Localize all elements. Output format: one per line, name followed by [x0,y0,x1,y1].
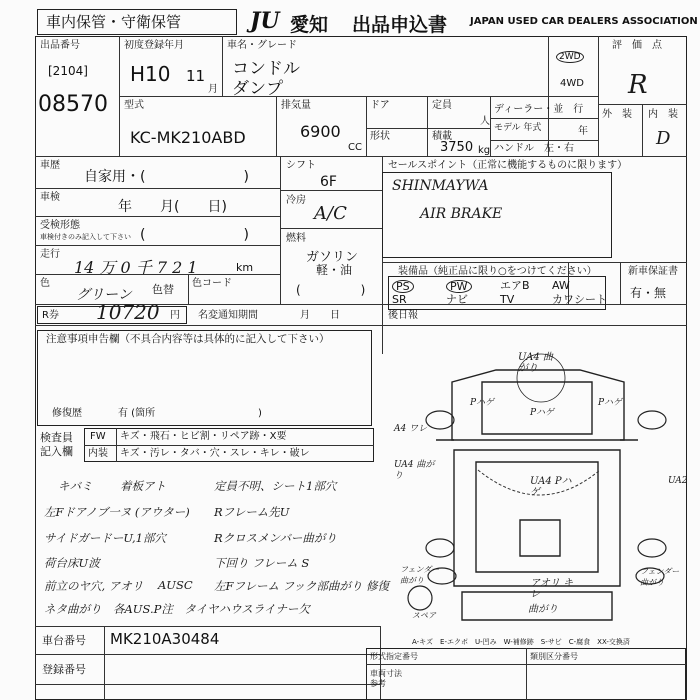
repair-close: ) [258,408,262,419]
storage-note: 車内保管・守衛保管 [46,13,182,31]
registration-year: H10 [130,62,171,86]
inspector-note: キバミ [58,479,93,493]
fuel-label: 燃料 [286,233,306,244]
first-registration-label: 初度登録年月 [124,40,184,51]
sales-point-label: セールスポイント（正常に機能するものに限ります） [388,160,628,171]
receive-note: 車検付きのみ記入して下さい [40,233,131,241]
receive-value: ( ) [140,227,249,243]
ac-label: 冷房 [286,195,306,206]
equipment-item: PS [392,280,414,293]
fuel-alt: 軽・油 [316,263,353,277]
repair-value: 有 (箇所 [118,408,156,419]
inspection-label: 車検 [40,192,60,203]
equipment-item: PW [446,280,472,293]
diagram-label-front-top: UA4 曲がり [518,352,553,374]
inspector-note: ネタ曲がり 各AUS.P注 タイヤハウスライナー欠 [44,602,310,616]
damage-legend: A-キズ E-エクボ U-凹み W-補修跡 S-サビ C-腐食 XX-交換済 [412,638,630,646]
inspector-note: 荷台床U波 [44,556,100,570]
color-change: 色替 [152,283,174,296]
registration-month: 11 [186,67,206,85]
registration-label: 登録番号 [42,663,86,676]
shift-value: 6F [320,174,337,190]
diagram-label-bed-main: UA4 Pハゲ [530,476,572,498]
form-title: 出品申込書 [352,14,448,36]
diagram-label-right-side: UA2 [668,476,688,486]
history-label: 車歴 [40,160,60,171]
displacement-label: 排気量 [281,100,311,111]
inspector-note: 定員不明、シート1部穴 [214,479,337,493]
equipment-item: AW [552,279,570,292]
interior-grade: D [656,128,671,149]
diagram-label-cab-center: Pハゲ [530,408,555,418]
load-value: 3750 [440,140,474,155]
dimensions-ref: 参考 [370,679,386,688]
association-name: JAPAN USED CAR DEALERS ASSOCIATION [470,16,698,27]
ju-logo: JU [250,8,280,34]
sales-point-1: SHINMAYWA [392,178,489,194]
interior-label: 内 装 [648,109,678,120]
dealer-label: ディーラー・並 行 [494,104,584,115]
diagram-label-fender-right: フェンダー 曲がり [640,567,680,587]
r-ticket-unit: 円 [170,310,180,321]
fw-row: キズ・飛石・ヒビ割・リペア跡・X要 [120,431,287,442]
aichi-title: 愛知 [290,14,329,36]
warranty-value: 有・無 [630,286,667,300]
diagram-label-tailgate: アオリ キレ [530,578,574,600]
drive-4wd: 4WD [560,78,584,89]
inspector-note: 着板アト [120,479,166,493]
shape-label: 形状 [370,131,390,142]
diagram-label-left-mid: A4 ワレ [394,424,428,434]
inspector-note: Rフレーム先U [214,505,290,519]
mileage-label: 走行 [40,249,60,260]
r-ticket-value: 10720 [96,300,160,324]
diagram-label-fender-left: フェンダー 曲がり [400,565,440,585]
grade: ダンプ [232,79,284,99]
month-unit: 月 [208,84,218,95]
cc-unit: CC [348,142,362,153]
equipment-item: カワシート [552,293,607,306]
exterior-label: 外 装 [602,109,632,120]
notes-label: 注意事項申告欄（不具合内容等は具体的に記入して下さい） [46,333,330,345]
inspection-value: 年 月( 日) [118,199,227,215]
fw-label: FW [90,431,106,442]
repair-label: 修復歴 [52,408,82,419]
dimensions-label: 車両寸法 [370,669,402,678]
shift-label: シフト [286,160,316,171]
lot-number: 08570 [38,92,108,117]
name-change-value: 月 日 [300,310,340,321]
fuel-paren: ( ) [296,283,366,297]
score-value: R [628,70,648,100]
km-unit: km [236,261,254,274]
lot-number-label: 出品番号 [40,40,80,51]
doors-label: ドア [370,100,390,111]
diagram-label-cab-right: Pハゲ [598,398,623,408]
inspector-note: 左Fフレーム フック部曲がり 修復 [214,579,390,593]
diagram-label-bottom: 曲がり [528,604,558,615]
fuel-value: ガソリン [306,250,359,265]
spec-number-label: 形式指定番号 [370,652,418,661]
equipment-item: エアB [500,279,530,292]
color-value: グリーン [76,287,132,303]
inspector-label-2: 記入欄 [40,445,73,458]
mileage-value: 14 万 0 千 7 2 1 [74,258,198,277]
chassis-number: MK210A30484 [110,630,220,648]
inspector-note: 左Fドアノブ一ヌ (アウター) [44,505,190,519]
kg-unit: kg [478,145,491,156]
equipment-item: TV [500,293,515,306]
in-label: 内装 [88,448,108,459]
equipment-label: 装備品（純正品に限り○をつけてください） [398,266,597,277]
drive-2wd: 2WD [556,52,584,63]
inspector-note: 下回り フレーム S [214,556,310,570]
inspector-note: Rクロスメンバー曲がり [214,531,337,545]
score-label: 評 価 点 [612,40,662,51]
warranty-label: 新車保証書 [628,266,678,277]
r-ticket-label: R券 [42,310,59,321]
displacement: 6900 [300,122,341,141]
inspector-note: AUSC [158,578,193,592]
inspector-note: 前立のヤ穴, アオリ [44,579,144,593]
sales-point-2: AIR BRAKE [420,206,503,222]
model-code: KC-MK210ABD [130,128,246,147]
color-label: 色 [40,278,50,289]
load-label: 積載 [432,131,452,142]
back-page-label: 後日報 [388,310,418,321]
lot-prefix: [2104] [48,64,88,78]
in-row: キズ・汚レ・タバ・穴・スレ・キレ・破レ [120,448,310,459]
model-label: 型式 [124,100,144,111]
ac-value: A/C [314,203,347,224]
history-value: 自家用・( ) [84,169,249,185]
inspector-label: 検査員 [40,431,73,444]
class-number-label: 類別区分番号 [530,652,578,661]
inspector-note: サイドガードーU,1部穴 [44,531,166,545]
name-grade-label: 車名・グレード [227,40,297,51]
model-year-label: モデル 年式 [494,123,542,133]
person-unit: 人 [480,116,490,127]
diagram-label-cab-left: Pハゲ [470,398,495,408]
receive-label: 受検形態 [40,220,80,231]
diagram-label-spare: スペア [412,611,436,620]
name-change-label: 名変通知期間 [198,310,258,321]
capacity-label: 定員 [432,100,452,111]
equipment-item: SR [392,293,407,306]
chassis-label: 車台番号 [42,634,86,647]
year-unit: 年 [578,126,588,137]
steering-label: ハンドル 左・右 [494,143,574,154]
diagram-label-left-lower: UA4 曲がり [394,460,435,481]
car-name: コンドル [232,59,300,79]
color-code-label: 色コード [192,278,232,289]
equipment-item: ナビ [446,293,468,306]
